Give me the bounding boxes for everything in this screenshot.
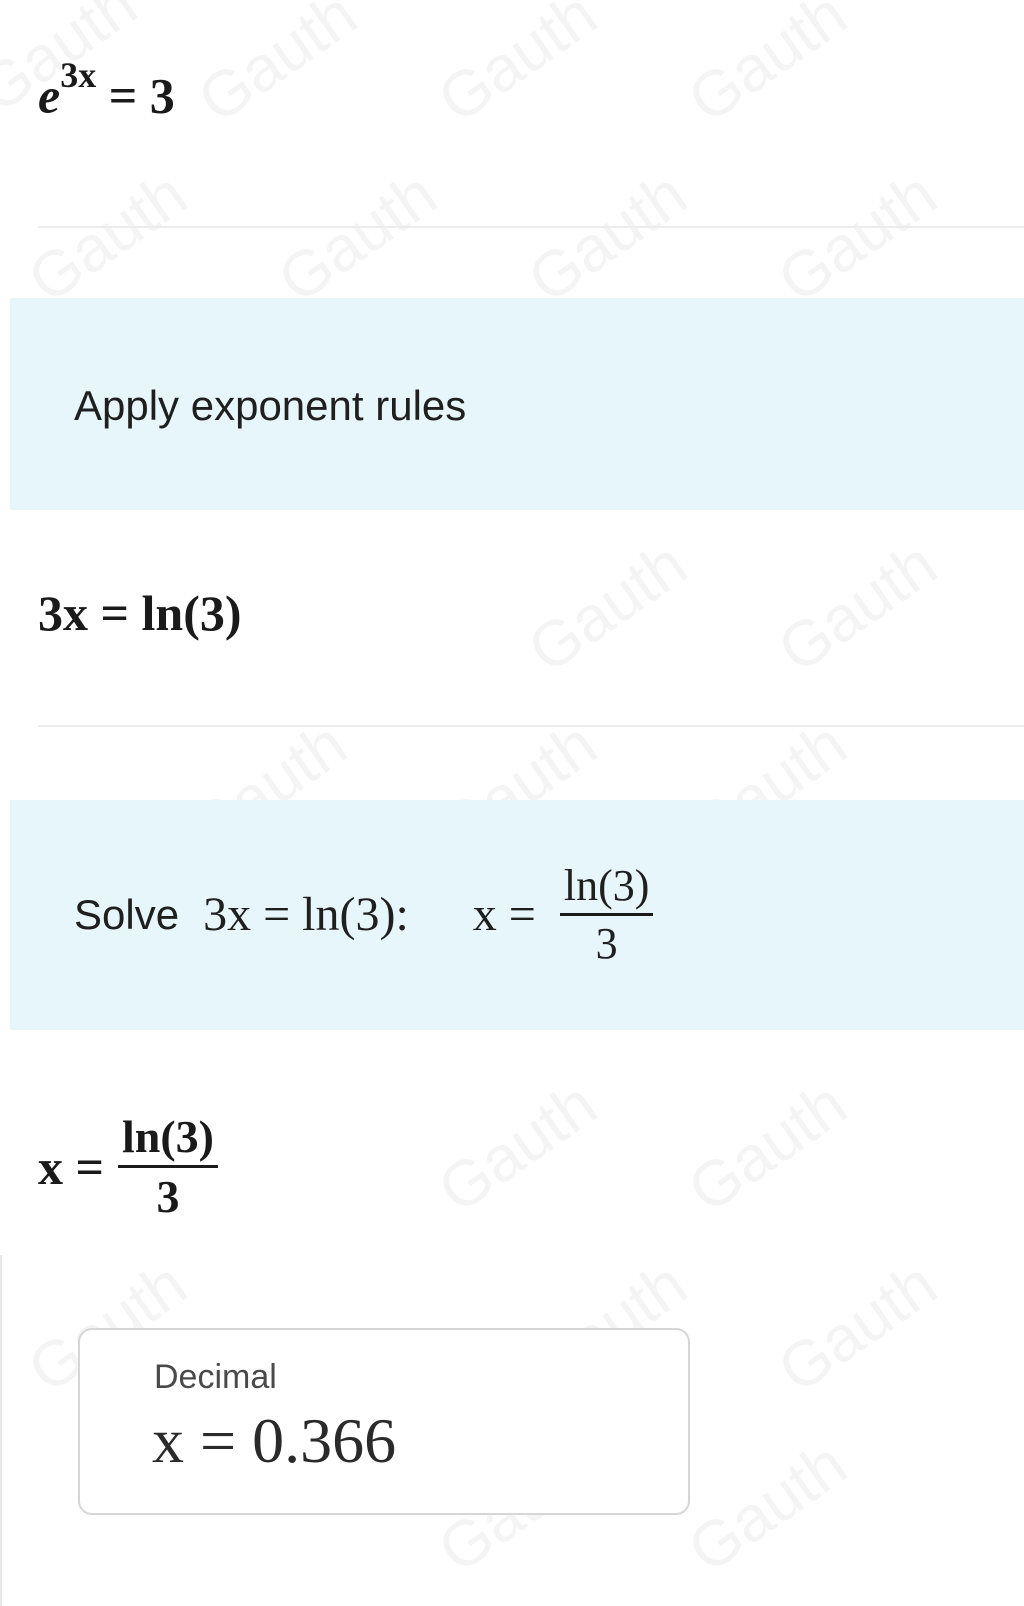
equation-lhs: 3x bbox=[38, 585, 88, 641]
step-explanation-row bbox=[74, 860, 653, 969]
step-explanation-text: Apply exponent rules bbox=[74, 382, 467, 429]
equation-log-form bbox=[38, 584, 242, 642]
step-explanation-band bbox=[10, 800, 1024, 1030]
step-solution-lhs: x = bbox=[472, 888, 536, 941]
watermark-text bbox=[515, 157, 700, 318]
fraction-bar bbox=[560, 913, 654, 916]
watermark-text bbox=[675, 1427, 860, 1588]
watermark-text bbox=[675, 1067, 860, 1228]
watermark-text bbox=[425, 1067, 610, 1228]
step-explanation-band bbox=[10, 298, 1024, 510]
equation-exponential bbox=[38, 55, 175, 125]
watermark-text bbox=[425, 0, 610, 137]
result-label: Decimal bbox=[154, 1358, 277, 1396]
watermark-text bbox=[15, 157, 200, 318]
equation-rhs: ln(3) bbox=[141, 585, 242, 641]
fraction-denominator: 3 bbox=[156, 1171, 180, 1222]
fraction-numerator: ln(3) bbox=[122, 1111, 214, 1162]
divider bbox=[38, 725, 1024, 727]
watermark-text bbox=[765, 157, 950, 318]
equation-lhs: x = bbox=[38, 1138, 104, 1195]
watermark-text bbox=[185, 0, 370, 137]
result-value: x = 0.366 bbox=[152, 1405, 397, 1476]
step-solution-fraction bbox=[560, 860, 654, 969]
equation-solution bbox=[38, 1110, 218, 1223]
divider bbox=[0, 1255, 2, 1606]
fraction-numerator: ln(3) bbox=[563, 861, 650, 910]
equation-base: e bbox=[38, 67, 61, 124]
fraction-bar bbox=[118, 1165, 218, 1168]
step-explanation-text: Solve bbox=[74, 890, 180, 938]
watermark-text bbox=[515, 527, 700, 688]
divider bbox=[38, 226, 1024, 228]
result-card bbox=[78, 1328, 690, 1515]
watermark-text bbox=[765, 1247, 950, 1408]
equation-equals: = bbox=[100, 585, 129, 641]
watermark-text bbox=[675, 0, 860, 137]
step-equation: 3x = ln(3): bbox=[203, 888, 409, 941]
watermark-text bbox=[265, 157, 450, 318]
equation-exponent: 3x bbox=[60, 55, 97, 95]
watermark-text bbox=[765, 527, 950, 688]
fraction-denominator: 3 bbox=[595, 919, 618, 968]
equation-rhs: = 3 bbox=[108, 67, 175, 124]
solution-fraction bbox=[118, 1110, 218, 1223]
